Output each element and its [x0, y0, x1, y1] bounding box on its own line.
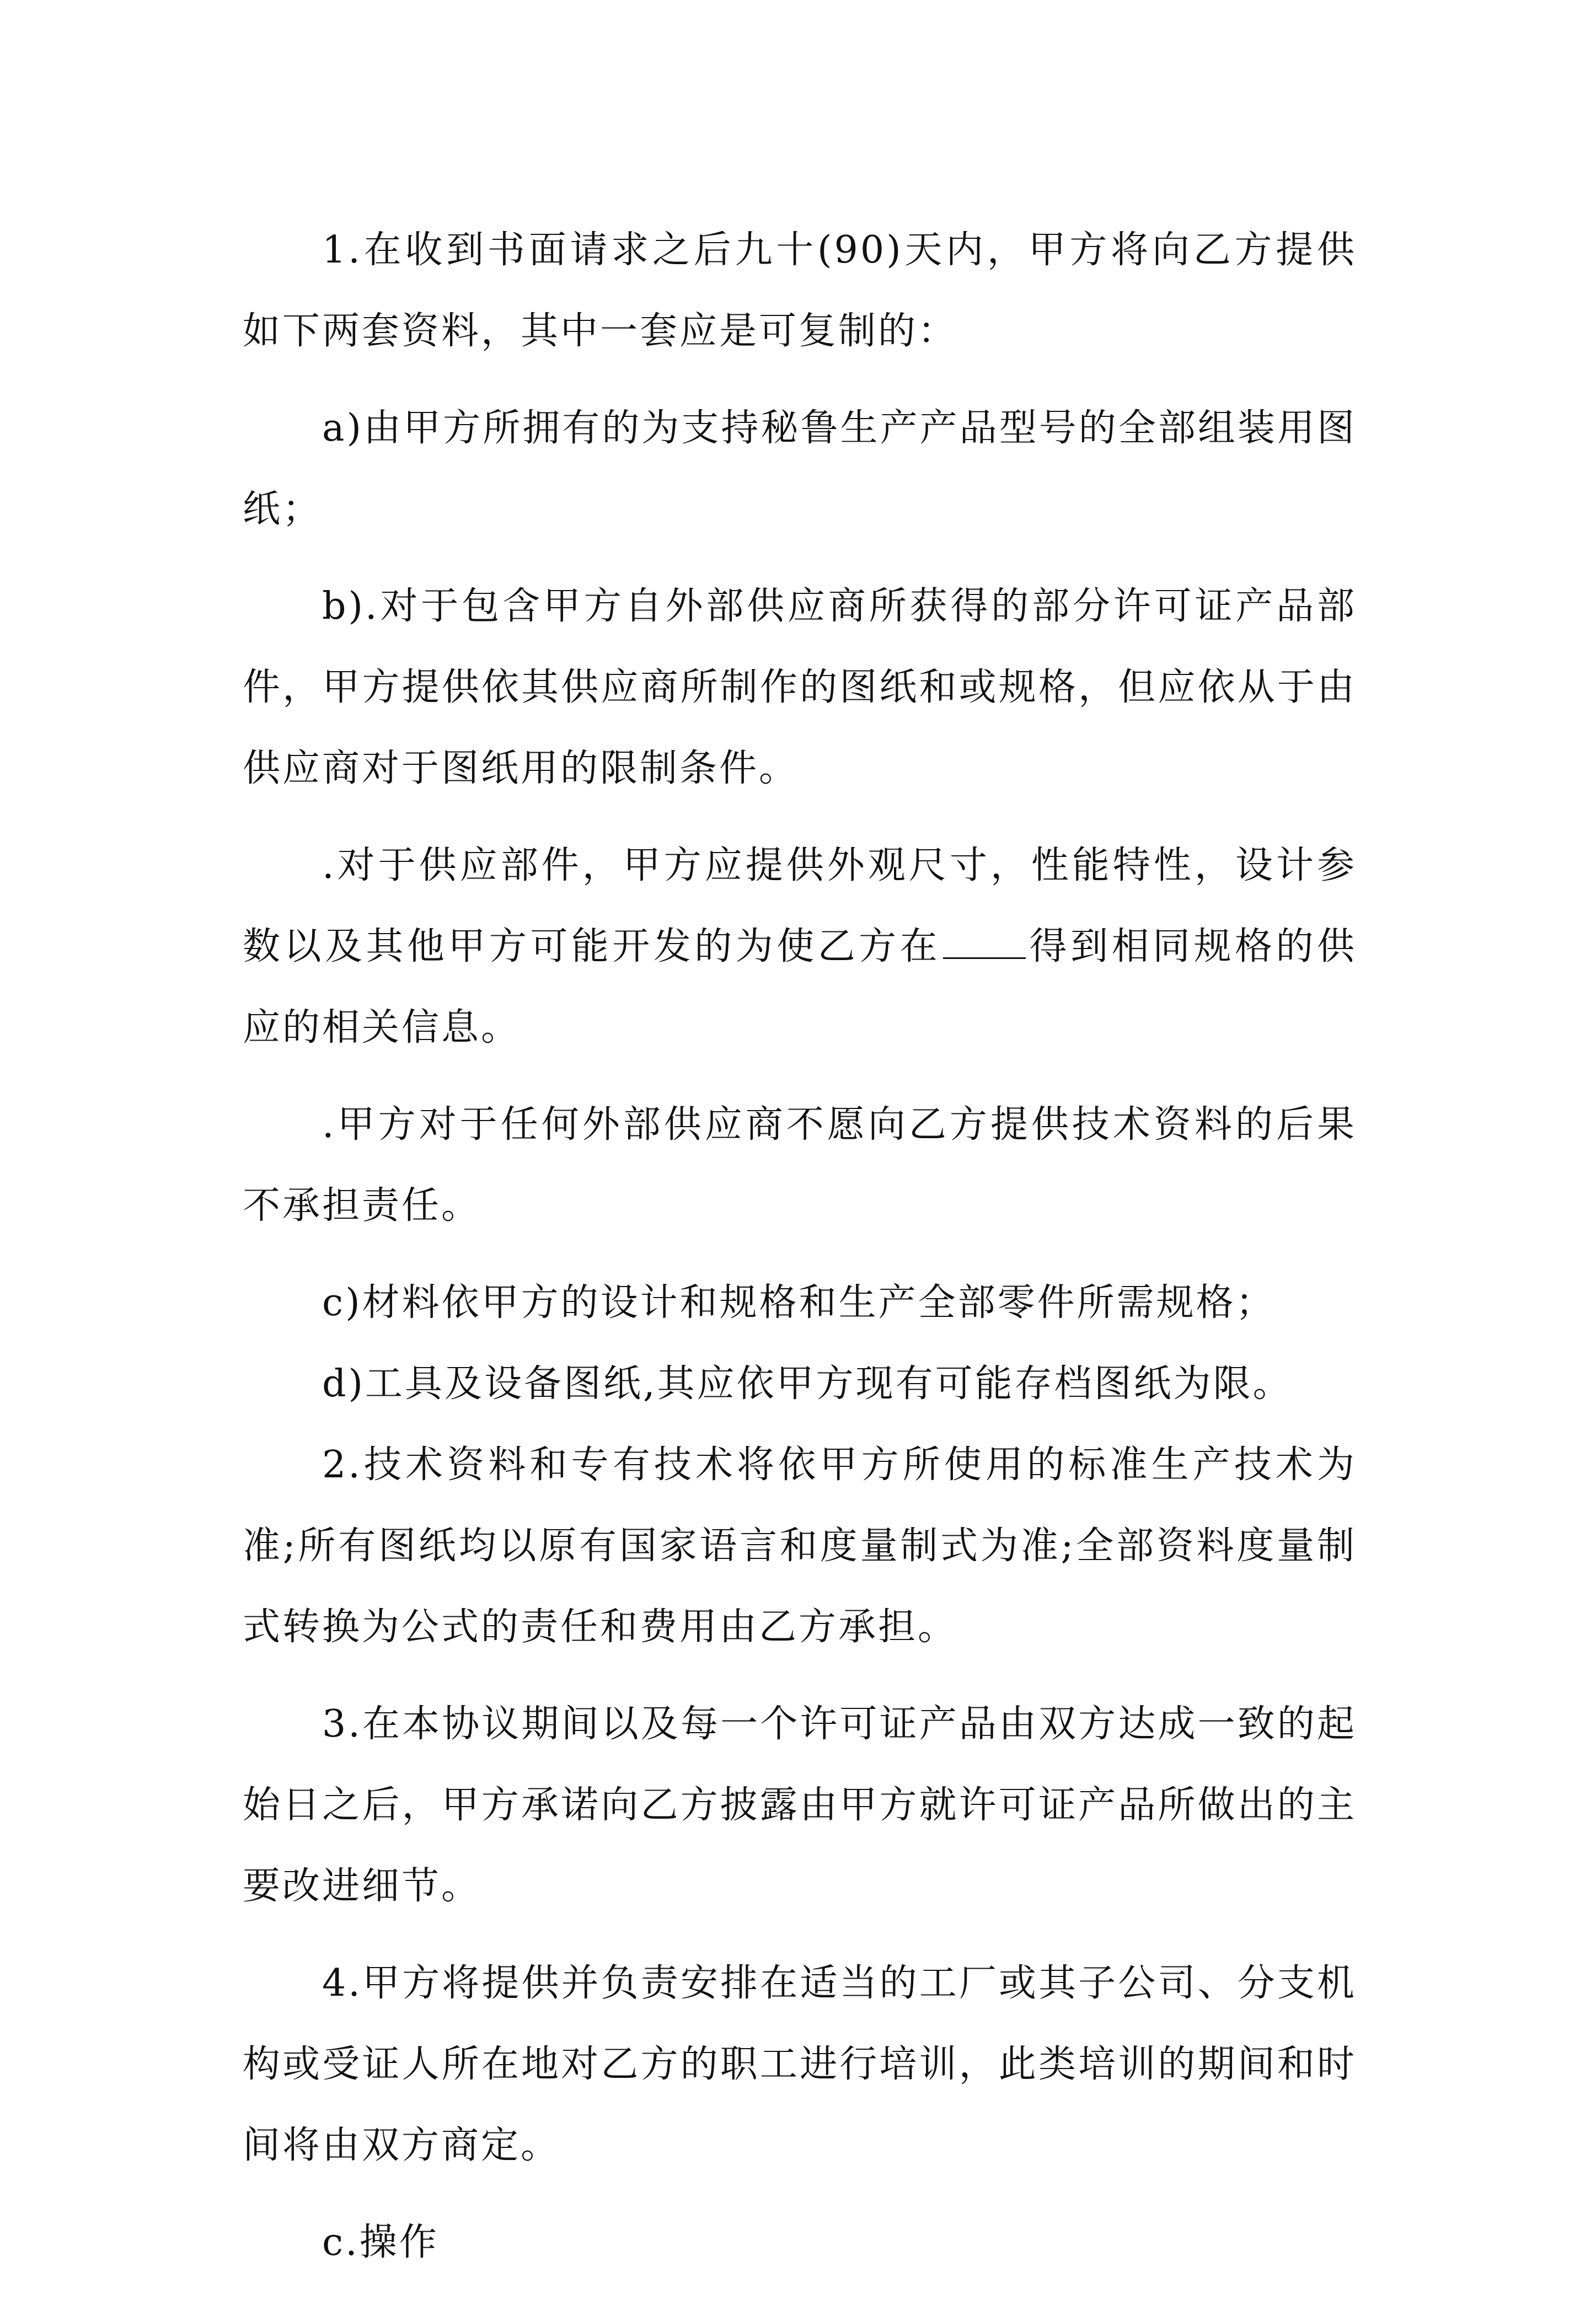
paragraph-1: 1.在收到书面请求之后九十(90)天内，甲方将向乙方提供如下两套资料，其中一套应是可复制的： — [243, 228, 1357, 353]
paragraph-supply-parts-after: 得到相同规格的供应的相关信息。 — [243, 925, 1357, 1049]
document-body — [243, 210, 1357, 2299]
paragraph-d: d)工具及设备图纸,其应依甲方现有可能存档图纸为限。 — [322, 1362, 1293, 1406]
paragraph-supplier-liability: .甲方对于任何外部供应商不愿向乙方提供技术资料的后果不承担责任。 — [243, 1103, 1357, 1228]
paragraph-2: 2.技术资料和专有技术将依甲方所使用的标准生产技术为准;所有图纸均以原有国家语言和度量制式为准;全部资料度量制式转换为公式的责任和费用由乙方承担。 — [243, 1443, 1357, 1649]
paragraph-4: 4.甲方将提供并负责安排在适当的工厂或其子公司、分支机构或受证人所在地对乙方的职工进行培训，此类培训的期间和时间将由双方商定。 — [243, 1962, 1357, 2167]
section-heading-operation: c.操作 — [322, 2221, 439, 2264]
paragraph-c: c)材料依甲方的设计和规格和生产全部零件所需规格； — [322, 1281, 1276, 1325]
fill-in-blank — [943, 929, 1026, 959]
paragraph-supply-parts-before: .对于供应部件，甲方应提供外观尺寸，性能特性，设计参数以及其他甲方可能开发的为使乙方在 — [243, 844, 1357, 968]
paragraph-b: b).对于包含甲方自外部供应商所获得的部分许可证产品部件，甲方提供依其供应商所制作的图纸和或规格，但应依从于由供应商对于图纸用的限制条件。 — [243, 585, 1357, 790]
paragraph-supply-parts — [243, 825, 1357, 1068]
paragraph-3: 3.在本协议期间以及每一个许可证产品由双方达成一致的起始日之后，甲方承诺向乙方披露由甲方就许可证产品所做出的主要改进细节。 — [243, 1702, 1357, 1908]
paragraph-a: a)由甲方所拥有的为支持秘鲁生产产品型号的全部组装用图纸； — [243, 406, 1357, 531]
